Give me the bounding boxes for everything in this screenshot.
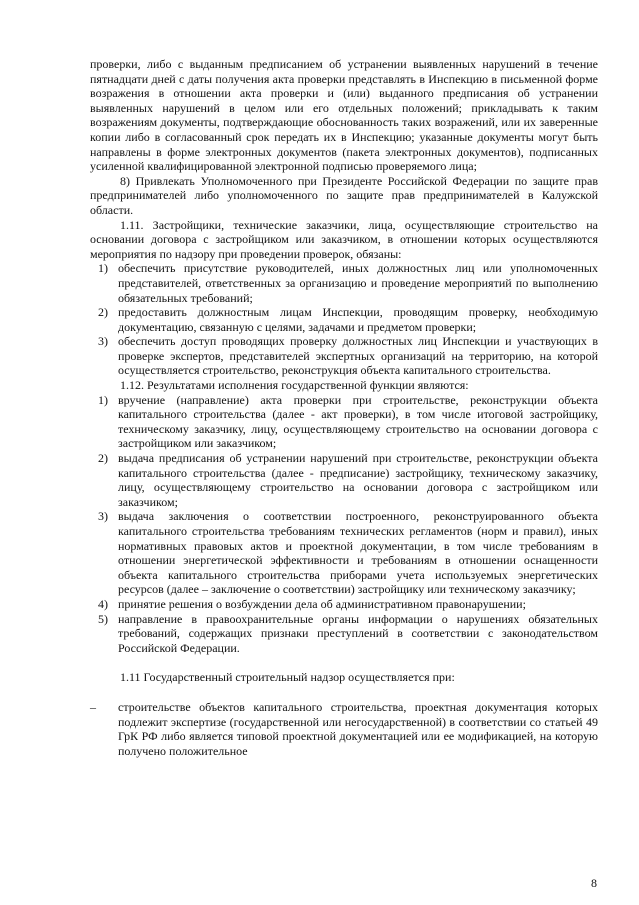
spacer xyxy=(90,655,598,670)
item-8-paragraph: 8) Привлекать Уполномоченного при Президенте Российской Федерации по защите прав предпринимателей либо уполномоченного по защите прав предпринимателей в Калужской области. xyxy=(90,173,598,217)
list-item: 3) выдача заключения о соответствии построенного, реконструированного объекта капитального строительства требованиям технических регламентов (норм и правил), иных нормативных правовых актов и проектной документации, в том числе требованиям в отношении энергетической эффективности и требованиям в отношении оснащенности объекта капитального строительства приборами учета используемых энергетических ресурсов (далее – заключение о соответствии) застройщику или техническому заказчику; xyxy=(98,509,598,597)
section-1-11-list xyxy=(90,261,598,378)
section-1-12-list xyxy=(90,393,598,656)
dash-list-item: – строительстве объектов капитального строительства, проектная документация которых подлежит экспертизе (государственной или негосударственной) в соответствии со статьей 49 ГрК РФ либо является типовой проектной документацией или ее модификацией, на которую получено положительное xyxy=(90,699,598,758)
page-body xyxy=(90,57,598,758)
list-item: 4) принятие решения о возбуждении дела об административном правонарушении; xyxy=(98,596,526,611)
list-item: 5) направление в правоохранительные органы информации о нарушениях обязательных требований, содержащих признаки преступлений в соответствии с законодательством Российской Федерации. xyxy=(98,611,598,655)
list-item: 1) обеспечить присутствие руководителей, иных должностных лиц или уполномоченных представителей, ответственных за организацию и проведение мероприятий по выполнению обязательных требований; xyxy=(98,261,598,305)
list-item: 2) предоставить должностным лицам Инспекции, проводящим проверку, необходимую документацию, связанную с целями, задачами и предметом проверки; xyxy=(98,305,598,334)
continuation-paragraph: проверки, либо с выданным предписанием об устранении выявленных нарушений в течение пятнадцати дней с даты получения акта проверки представлять в Инспекцию в письменной форме возражения в отношении акта проверки и (или) выданного предписания об устранении выявленных нарушений в целом или его отдельных положений; прикладывать к таким возражениям документы, подтверждающие обоснованность таких возражений, или их заверенные копии либо в согласованный срок передать их в Инспекцию; указанные документы могут быть направлены в форме электронных документов (пакета электронных документов), подписанных усиленной квалифицированной электронной подписью проверяемого лица; xyxy=(90,57,598,174)
page-number: 8 xyxy=(591,876,597,890)
section-1-11b-intro: 1.11 Государственный строительный надзор осуществляется при: xyxy=(120,670,455,685)
spacer xyxy=(90,685,598,700)
list-item: 2) выдача предписания об устранении нарушений при строительстве, реконструкции объекта капитального строительства (далее - предписание) застройщику, техническому заказчику, лицу, осуществляющему строительство на основании договора с застройщиком или заказчиком; xyxy=(98,451,598,509)
section-1-12-intro: 1.12. Результатами исполнения государственной функции являются: xyxy=(120,378,469,393)
list-item: 1) вручение (направление) акта проверки при строительстве, реконструкции объекта капитального строительства (далее - акт проверки), в том числе итоговой застройщику, техническому заказчику, лицу, осуществляющему строительство на основании договора с застройщиком или заказчиком; xyxy=(98,392,598,451)
list-item: 3) обеспечить доступ проводящих проверку должностных лиц Инспекции и участвующих в проверке экспертов, представителей экспертных организаций на территорию, на которой осуществляется строительство, реконструкция объекта капитального строительства. xyxy=(98,334,598,378)
section-1-11-intro: 1.11. Застройщики, технические заказчики, лица, осуществляющие строительство на основании договора с застройщиком или заказчиком, в отношении которых осуществляются мероприятия по надзору при проведении проверок, обязаны: xyxy=(90,217,598,261)
